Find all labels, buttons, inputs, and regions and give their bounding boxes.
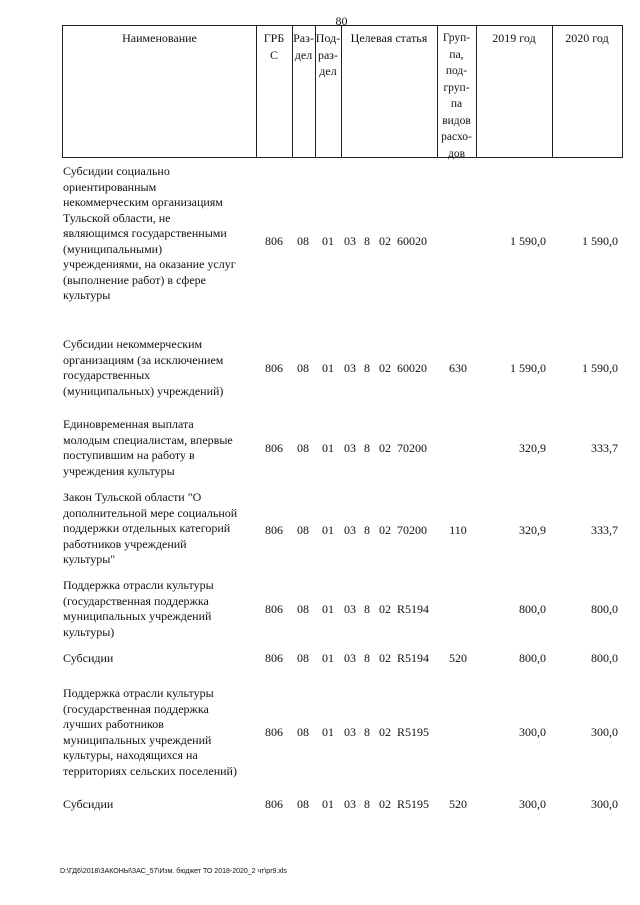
row-value-2019: 320,9 xyxy=(519,523,546,537)
row-target-program: 03 xyxy=(344,797,356,811)
header-target: Целевая статья xyxy=(350,31,428,45)
row-value-2019: 300,0 xyxy=(519,797,546,811)
row-target-sub: 02 xyxy=(379,361,391,375)
row-razdel: 08 xyxy=(297,361,309,375)
file-path-footer: D:\ГД6\2018\ЗАКОНЫ\ЗАС_57\Изм. бюджет ТО 2018-2020_2 чт\pr9.xls xyxy=(60,868,287,875)
row-value-2020: 800,0 xyxy=(591,602,618,616)
row-target-program: 03 xyxy=(344,523,356,537)
row-target-sub: 02 xyxy=(379,602,391,616)
table-header xyxy=(62,25,623,158)
row-target-type: 8 xyxy=(364,725,370,739)
row-target-sub: 02 xyxy=(379,234,391,248)
header-2019: 2019 год xyxy=(492,31,536,45)
row-target-type: 8 xyxy=(364,234,370,248)
row-target-sub: 02 xyxy=(379,797,391,811)
row-value-2019: 300,0 xyxy=(519,725,546,739)
row-value-2019: 1 590,0 xyxy=(510,234,546,248)
row-grbs: 806 xyxy=(265,234,283,248)
row-target-code: 70200 xyxy=(397,441,427,455)
row-name: Субсидии социально ориентированным некоммерческим организациям Тульской области, не являющимся государственными (муниципальными) учреждениями, на оказание услуг (выполнение работ) в сфере культуры xyxy=(63,164,236,302)
row-razdel: 08 xyxy=(297,602,309,616)
row-target-code: 60020 xyxy=(397,234,427,248)
row-podrazdel: 01 xyxy=(322,361,334,375)
header-vr: Груп- па, под- груп- па видов расхо- дов xyxy=(441,32,472,160)
row-value-2020: 1 590,0 xyxy=(582,234,618,248)
header-2020: 2020 год xyxy=(565,31,609,45)
row-value-2020: 333,7 xyxy=(591,441,618,455)
row-podrazdel: 01 xyxy=(322,651,334,665)
row-target-code: R5195 xyxy=(397,725,430,739)
row-grbs: 806 xyxy=(265,361,283,375)
row-value-2020: 300,0 xyxy=(591,797,618,811)
header-podrazdel: Под- раз- дел xyxy=(315,31,341,78)
row-target-type: 8 xyxy=(364,651,370,665)
row-podrazdel: 01 xyxy=(322,234,334,248)
row-value-2020: 300,0 xyxy=(591,725,618,739)
row-target-program: 03 xyxy=(344,234,356,248)
row-vr: 110 xyxy=(449,523,467,537)
row-target-code: R5195 xyxy=(397,797,430,811)
row-vr: 520 xyxy=(449,797,467,811)
row-target-type: 8 xyxy=(364,797,370,811)
row-target-type: 8 xyxy=(364,523,370,537)
row-value-2020: 1 590,0 xyxy=(582,361,618,375)
row-name: Единовременная выплата молодым специалистам, впервые поступившим на работу в учреждения культуры xyxy=(63,417,233,478)
row-grbs: 806 xyxy=(265,651,283,665)
row-grbs: 806 xyxy=(265,523,283,537)
row-grbs: 806 xyxy=(265,441,283,455)
row-target-code: R5194 xyxy=(397,602,430,616)
row-razdel: 08 xyxy=(297,234,309,248)
row-target-type: 8 xyxy=(364,361,370,375)
row-target-code: R5194 xyxy=(397,651,430,665)
header-grbs: ГРБ С xyxy=(263,31,285,62)
row-target-program: 03 xyxy=(344,361,356,375)
row-name: Субсидии xyxy=(63,651,114,665)
row-target-code: 60020 xyxy=(397,361,427,375)
row-target-program: 03 xyxy=(344,725,356,739)
row-name: Закон Тульской области "О дополнительной мере социальной поддержки отдельных категорий работников учреждений культуры" xyxy=(63,490,238,566)
row-razdel: 08 xyxy=(297,725,309,739)
row-vr: 630 xyxy=(449,361,467,375)
row-razdel: 08 xyxy=(297,797,309,811)
row-razdel: 08 xyxy=(297,651,309,665)
page-number: 80 xyxy=(335,14,348,28)
row-value-2020: 800,0 xyxy=(591,651,618,665)
row-grbs: 806 xyxy=(265,725,283,739)
row-podrazdel: 01 xyxy=(322,725,334,739)
row-value-2019: 800,0 xyxy=(519,651,546,665)
row-podrazdel: 01 xyxy=(322,523,334,537)
row-target-sub: 02 xyxy=(379,441,391,455)
row-value-2020: 333,7 xyxy=(591,523,618,537)
row-target-program: 03 xyxy=(344,441,356,455)
row-grbs: 806 xyxy=(265,602,283,616)
row-podrazdel: 01 xyxy=(322,797,334,811)
row-razdel: 08 xyxy=(297,523,309,537)
row-target-program: 03 xyxy=(344,651,356,665)
row-target-code: 70200 xyxy=(397,523,427,537)
row-value-2019: 1 590,0 xyxy=(510,361,546,375)
row-value-2019: 800,0 xyxy=(519,602,546,616)
row-target-sub: 02 xyxy=(379,523,391,537)
row-podrazdel: 01 xyxy=(322,602,334,616)
row-target-sub: 02 xyxy=(379,651,391,665)
row-target-type: 8 xyxy=(364,441,370,455)
row-target-type: 8 xyxy=(364,602,370,616)
row-razdel: 08 xyxy=(297,441,309,455)
row-grbs: 806 xyxy=(265,797,283,811)
header-name: Наименование xyxy=(122,31,197,45)
header-razdel: Раз- дел xyxy=(293,31,314,62)
row-name: Поддержка отрасли культуры (государственная поддержка лучших работников муниципальных учреждений культуры, находящихся на территориях сельских поселений) xyxy=(63,686,237,778)
row-name: Субсидии некоммерческим организациям (за исключением государственных (муниципальных) учреждений) xyxy=(63,337,224,398)
row-target-sub: 02 xyxy=(379,725,391,739)
row-podrazdel: 01 xyxy=(322,441,334,455)
row-target-program: 03 xyxy=(344,602,356,616)
row-value-2019: 320,9 xyxy=(519,441,546,455)
row-vr: 520 xyxy=(449,651,467,665)
row-name: Поддержка отрасли культуры (государственная поддержка муниципальных учреждений культуры) xyxy=(63,578,214,639)
row-name: Субсидии xyxy=(63,797,114,811)
